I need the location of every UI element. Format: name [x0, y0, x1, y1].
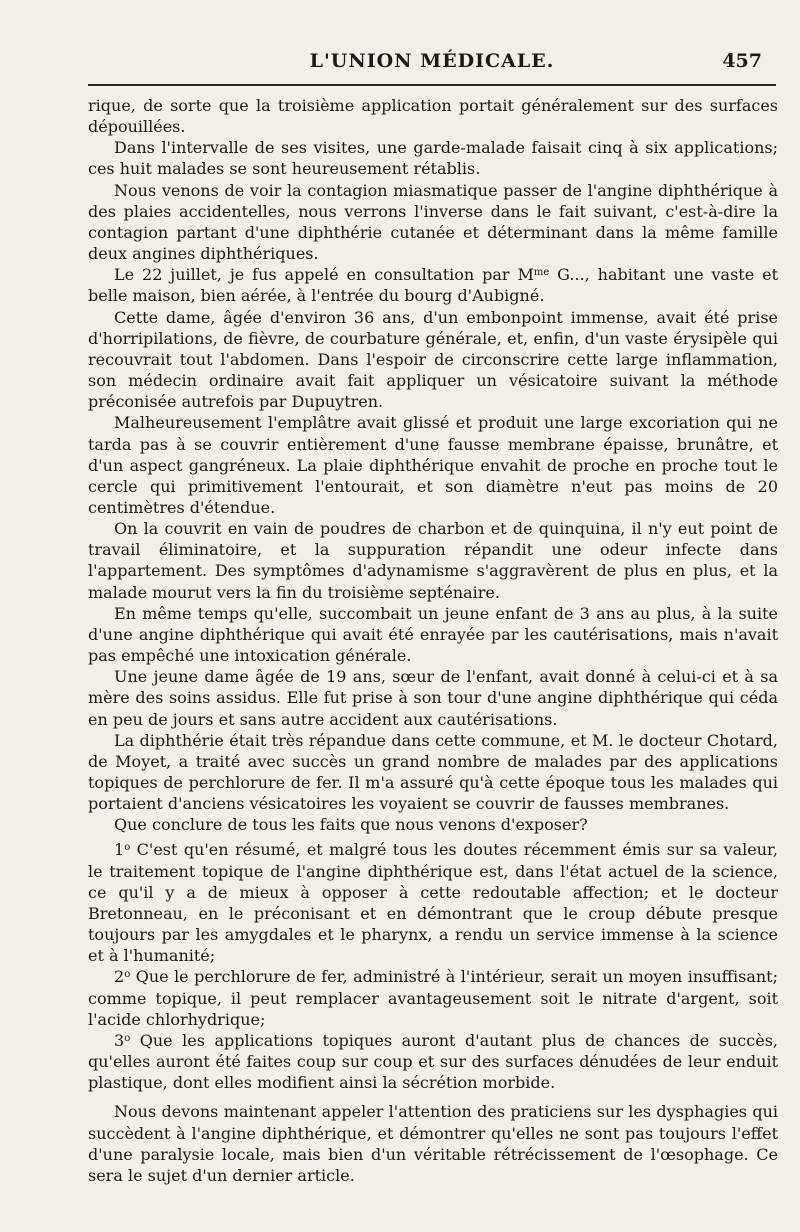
- paragraph: La diphthérie était très répandue dans cette commune, et M. le docteur Chotard, de Moyet, a traité avec succès un grand nombre de malades par des applications topiques de perchlorure de fer. Il m'a assuré qu'à cette époque tous les malades qui portaient d'anciens vésicatoires les voyaient se couvrir de fausses membranes.: [88, 730, 778, 814]
- paragraph: Malheureusement l'emplâtre avait glissé et produit une large excoriation qui ne tarda pas à se couvrir entièrement d'une fausse membrane épaisse, brunâtre, et d'un aspect gangréneux. La plaie diphthérique envahit de proche en proche tout le cercle qui primitivement l'entourait, et son diamètre n'eut pas moins de 20 centimètres d'étendue.: [88, 413, 778, 517]
- paragraph: [88, 264, 778, 306]
- paragraph-text: G..., habitant une vaste et belle maison, bien aérée, à l'entrée du bourg d'Aubigné.: [88, 265, 778, 306]
- list-number: 2: [114, 967, 125, 987]
- list-number: 3: [114, 1030, 125, 1050]
- paragraph: Une jeune dame âgée de 19 ans, sœur de l'enfant, avait donné à celui-ci et à sa mère des soins assidus. Elle fut prise à son tour d'une angine diphthérique qui céda en peu de jours et sans autre accident aux cautérisations.: [88, 667, 778, 729]
- superscript: me: [533, 267, 550, 279]
- paragraph-text: Que le perchlorure de fer, administré à l'intérieur, serait un moyen insuffisant; comme topique, il peut remplacer avantageusement soit le nitrate d'argent, soit l'acide chlorhydrique;: [88, 967, 778, 1029]
- paragraph: Cette dame, âgée d'environ 36 ans, d'un embonpoint immense, avait été prise d'horripilations, de fièvre, de courbature générale, et, enfin, d'un vaste érysipèle qui recouvrait tout l'abdomen. Dans l'espoir de circonscrire cette large inflammation, son médecin ordinaire avait fait appliquer un vésicatoire suivant la méthode préconisée autrefois par Dupuytren.: [88, 307, 778, 412]
- paragraph: En même temps qu'elle, succombait un jeune enfant de 3 ans au plus, à la suite d'une angine diphthérique qui avait été enrayée par les cautérisations, mais n'avait pas empêché une intoxication générale.: [88, 603, 778, 666]
- paragraph-text: C'est qu'en résumé, et malgré tous les doutes récemment émis sur sa valeur, le traitement topique de l'angine diphthérique est, dans l'état actuel de la science, ce qu'il y a de mieux à opposer à cette redoutable affection; et le docteur Bretonneau, en le préconisant et en démontrant que le croup débute presque toujours par les amygdales et le pharynx, a rendu un service immense à la science et à l'humanité;: [88, 840, 779, 966]
- list-number: 1: [114, 840, 125, 860]
- page-header: [88, 46, 776, 78]
- paragraph-text: Que les applications topiques auront d'autant plus de chances de succès, qu'elles auront été faites coup sur coup et sur des surfaces dénudées de leur enduit plastique, dont elles modifient ainsi la sécrétion morbide.: [88, 1030, 778, 1093]
- header-rule: [88, 84, 776, 86]
- conclusion-1: [88, 839, 778, 966]
- paragraph: Nous devons maintenant appeler l'attention des praticiens sur les dysphagies qui succèdent à l'angine diphthérique, et démontrer qu'elles ne sont pas toujours l'effet d'une paralysie locale, mais bien d'un véritable rétrécissement de l'œsophage. Ce sera le sujet d'un dernier article.: [88, 1102, 778, 1185]
- paragraph: rique, de sorte que la troisième application portait généralement sur des surfaces dépouillées.: [88, 96, 778, 137]
- conclusion-2: [88, 966, 778, 1029]
- article-body: [88, 95, 778, 1186]
- paragraph: Dans l'intervalle de ses visites, une garde-malade faisait cinq à six applications; ces huit malades se sont heureusement rétablis.: [88, 138, 778, 179]
- superscript: o: [124, 842, 131, 854]
- question-paragraph: Que conclure de tous les faits que nous venons d'exposer?: [114, 815, 588, 835]
- superscript: o: [124, 969, 131, 981]
- paragraph-text: Le 22 juillet, je fus appelé en consultation par M: [114, 265, 534, 285]
- paragraph: Nous venons de voir la contagion miasmatique passer de l'angine diphthérique à des plaies accidentelles, nous verrons l'inverse dans le fait suivant, c'est-à-dire la contagion partant d'une diphthérie cutanée et déterminant dans la même famille deux angines diphthériques.: [88, 180, 778, 264]
- running-title: L'UNION MÉDICALE.: [309, 50, 555, 72]
- superscript: o: [124, 1032, 131, 1044]
- conclusion-3: [88, 1030, 778, 1093]
- page-number: 457: [722, 50, 762, 72]
- paragraph: On la couvrit en vain de poudres de charbon et de quinquina, il n'y eut point de travail éliminatoire, et la suppuration répandit une odeur infecte dans l'appartement. Des symptômes d'adynamisme s'aggravèrent de plus en plus, et la malade mourut vers la fin du troisième septénaire.: [88, 519, 778, 602]
